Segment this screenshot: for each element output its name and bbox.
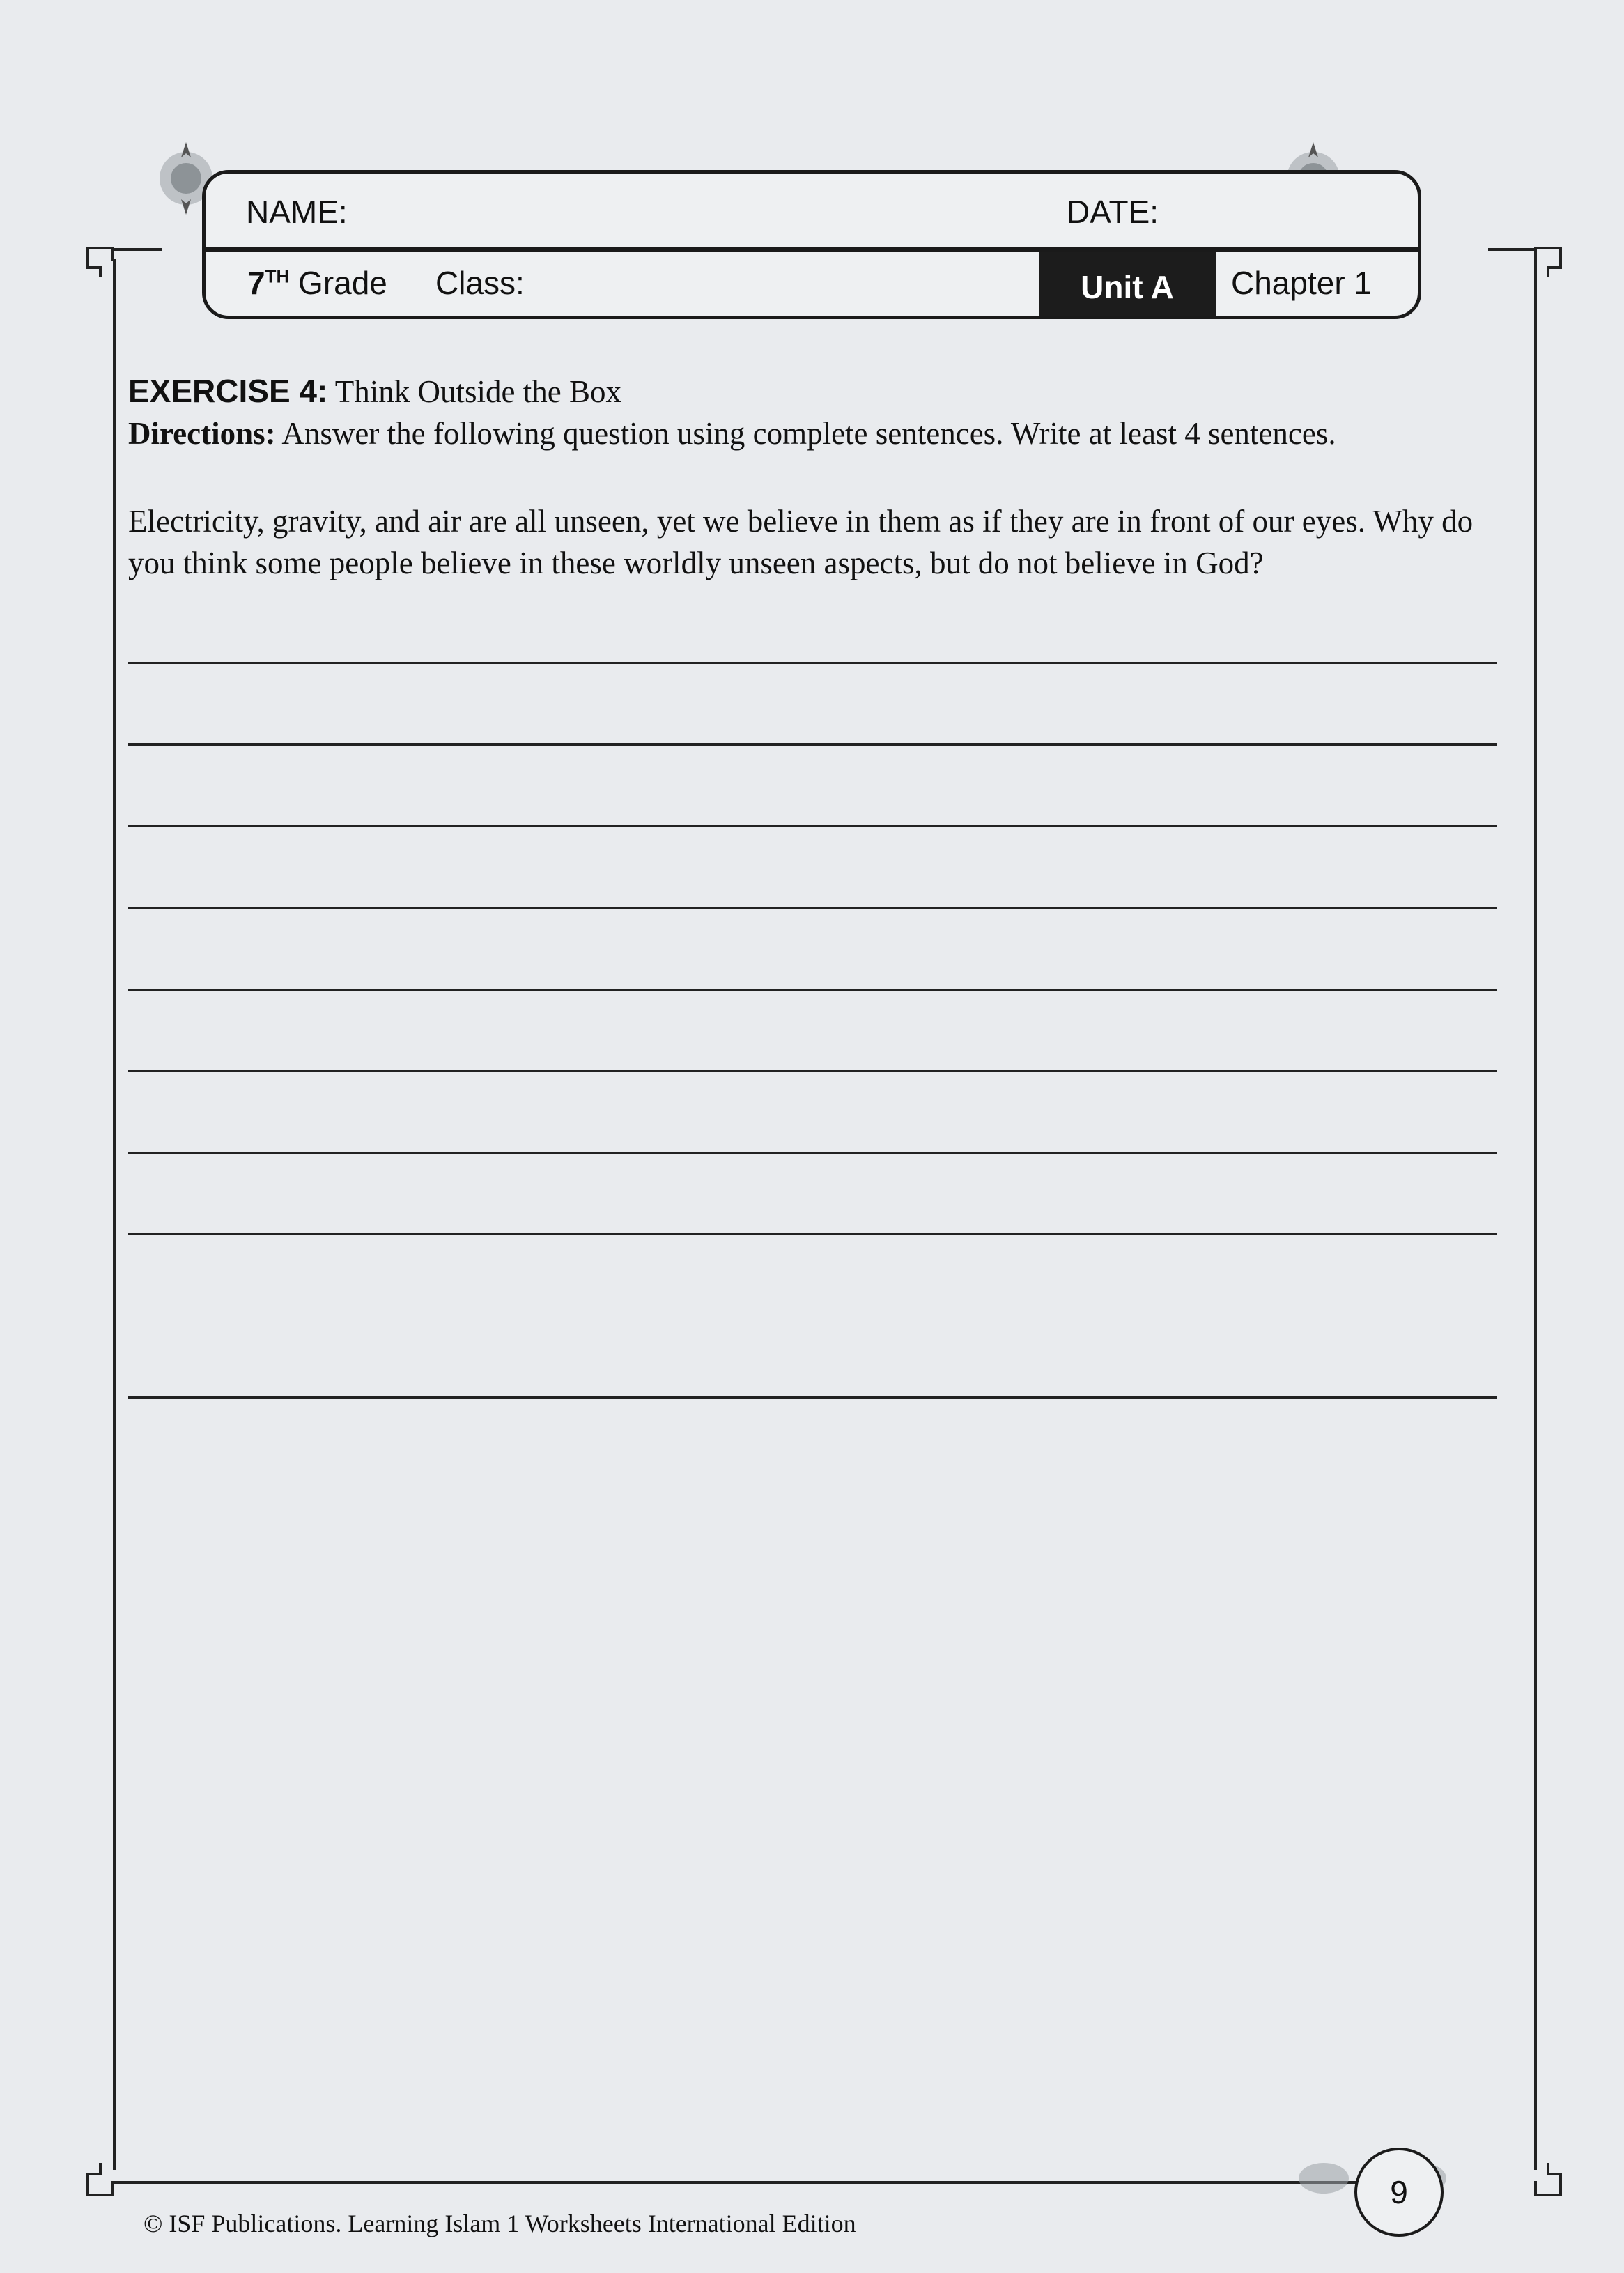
exercise-label: EXERCISE 4: bbox=[128, 373, 328, 409]
answer-line[interactable] bbox=[128, 1396, 1497, 1399]
exercise-title: Think Outside the Box bbox=[334, 374, 621, 409]
worksheet-header bbox=[202, 170, 1421, 319]
header-divider bbox=[206, 247, 1418, 252]
unit-badge: Unit A bbox=[1039, 252, 1216, 319]
grade-field bbox=[247, 264, 387, 302]
corner-bracket-icon bbox=[82, 2160, 138, 2202]
directions-text: Answer the following question using complete sentences. Write at least 4 sentences. bbox=[281, 416, 1336, 451]
answer-line[interactable] bbox=[128, 907, 1497, 909]
page-number: 9 bbox=[1354, 2148, 1444, 2237]
class-label: Class: bbox=[435, 265, 525, 301]
answer-line[interactable] bbox=[128, 1233, 1497, 1235]
answer-line[interactable] bbox=[128, 662, 1497, 664]
chapter-label: Chapter 1 bbox=[1231, 265, 1372, 301]
answer-line[interactable] bbox=[128, 825, 1497, 827]
corner-bracket-icon bbox=[1510, 2160, 1566, 2202]
corner-bracket-icon bbox=[1510, 237, 1566, 279]
frame-bottom bbox=[113, 2181, 1360, 2184]
date-label: DATE: bbox=[1067, 194, 1159, 230]
frame-left bbox=[113, 259, 116, 2170]
footer-copyright: © ISF Publications. Learning Islam 1 Worksheets International Edition bbox=[144, 2210, 856, 2237]
grade-label: Grade bbox=[298, 265, 387, 301]
grade-number: 7 bbox=[247, 265, 265, 301]
name-label: NAME: bbox=[246, 194, 348, 230]
answer-line[interactable] bbox=[128, 1152, 1497, 1154]
grade-suffix: TH bbox=[265, 265, 290, 287]
answer-line[interactable] bbox=[128, 989, 1497, 991]
answer-line[interactable] bbox=[128, 743, 1497, 746]
directions-label: Directions: bbox=[128, 416, 276, 451]
question-text: Electricity, gravity, and air are all unseen, yet we believe in them as if they are in front of our eyes. Why do you think some people believe in these worldly unseen aspects, but do not believe in God? bbox=[128, 504, 1474, 580]
frame-right bbox=[1534, 259, 1537, 2170]
exercise-heading bbox=[128, 372, 621, 410]
directions bbox=[128, 415, 1336, 452]
corner-bracket-icon bbox=[82, 237, 138, 279]
answer-line[interactable] bbox=[128, 1070, 1497, 1072]
